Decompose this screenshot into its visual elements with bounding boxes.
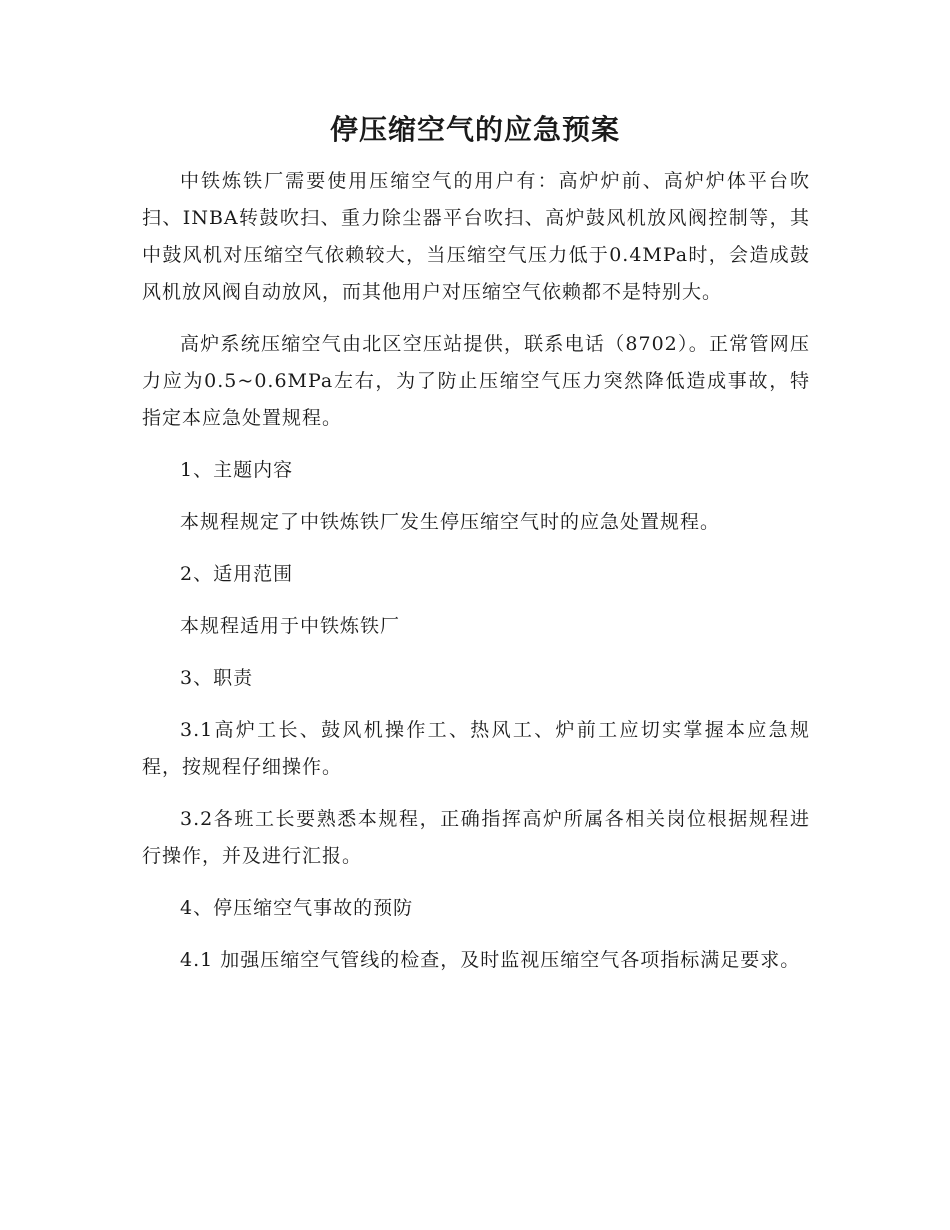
- paragraph-prevention-4-1: 4.1 加强压缩空气管线的检查，及时监视压缩空气各项指标满足要求。: [180, 949, 801, 971]
- document-title: 停压缩空气的应急预案: [329, 113, 620, 146]
- section-heading-prevention: 4、停压缩空气事故的预防: [180, 897, 414, 919]
- document-body: [142, 163, 810, 979]
- section-heading-responsibilities: 3、职责: [180, 667, 254, 689]
- section-heading-subject: 1、主题内容: [180, 459, 294, 481]
- paragraph-supply-and-pressure: 高炉系统压缩空气由北区空压站提供，联系电话（8702）。正常管网压力应为0.5~0.6MPa左右，为了防止压缩空气压力突然降低造成事故，特指定本应急处置规程。: [142, 333, 810, 429]
- section-heading-scope: 2、适用范围: [180, 563, 294, 585]
- paragraph-scope: 本规程适用于中铁炼铁厂: [180, 615, 401, 637]
- paragraph-users-of-compressed-air: 中铁炼铁厂需要使用压缩空气的用户有：高炉炉前、高炉炉体平台吹扫、INBA转鼓吹扫、重力除尘器平台吹扫、高炉鼓风机放风阀控制等，其中鼓风机对压缩空气依赖较大，当压缩空气压力低于0.4MPa时，会造成鼓风机放风阀自动放风，而其他用户对压缩空气依赖都不是特别大。: [142, 170, 810, 303]
- paragraph-subject-content: 本规程规定了中铁炼铁厂发生停压缩空气时的应急处置规程。: [180, 511, 721, 533]
- paragraph-responsibility-3-2: 3.2各班工长要熟悉本规程，正确指挥高炉所属各相关岗位根据规程进行操作，并及进行汇报。: [142, 808, 810, 867]
- paragraph-responsibility-3-1: 3.1高炉工长、鼓风机操作工、热风工、炉前工应切实掌握本应急规程，按规程仔细操作。: [142, 719, 810, 778]
